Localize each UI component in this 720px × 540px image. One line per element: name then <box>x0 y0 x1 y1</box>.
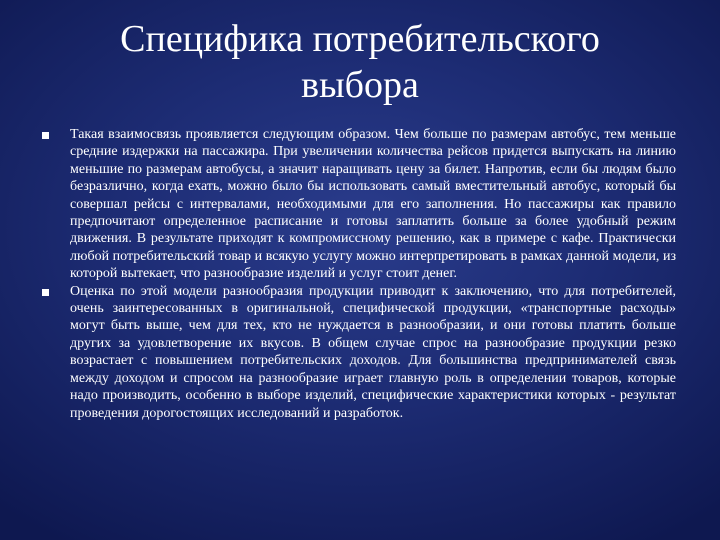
title-line-2: выбора <box>301 64 419 106</box>
square-bullet-icon <box>42 132 49 139</box>
bullet-text: Такая взаимосвязь проявляется следующим образом. Чем больше по размерам автобус, тем меньше средние издержки на пассажира. При увеличении количества рейсов придется выпускать на линию меньшие по размерам автобусы, а значит наращивать цену за билет. Напротив, если бы людям было безразлично, когда ехать, можно было бы использовать самый вместительный автобус, который бы совершал рейсы с интервалами, необходимыми для его заполнения. Но пассажиры как правило предпочитают определенное расписание и готовы заплатить больше за более удобный режим движения. В результате приходят к компромиссному решению, как в примере с кафе. Практически любой потребительский товар и всякую услугу можно интерпретировать в рамках данной модели, из которой вытекает, что разнообразие изделий и услуг стоит денег. <box>70 127 676 282</box>
bullet-item <box>40 283 676 422</box>
slide-title <box>40 16 680 108</box>
square-bullet-icon <box>42 289 49 296</box>
bullet-text: Оценка по этой модели разнообразия продукции приводит к заключению, что для потребителей, очень заинтересованных в оригинальной, специфической продукции, «транспортные расходы» могут быть выше, чем для тех, кто не нуждается в разнообразии, и они готовы платить больше других за удовлетворение их вкусов. В общем случае спрос на разнообразие продукции резко возрастает с повышением потребительских доходов. Для большинства предпринимателей связь между доходом и спросом на разнообразие играет главную роль в определении товаров, которые надо производить, особенно в выборе изделий, специфические характеристики которых - результат проведения дорогостоящих исследований и разработок. <box>70 283 676 421</box>
title-line-1: Специфика потребительского <box>120 18 600 60</box>
bullet-list <box>40 126 676 422</box>
bullet-item <box>40 126 676 283</box>
